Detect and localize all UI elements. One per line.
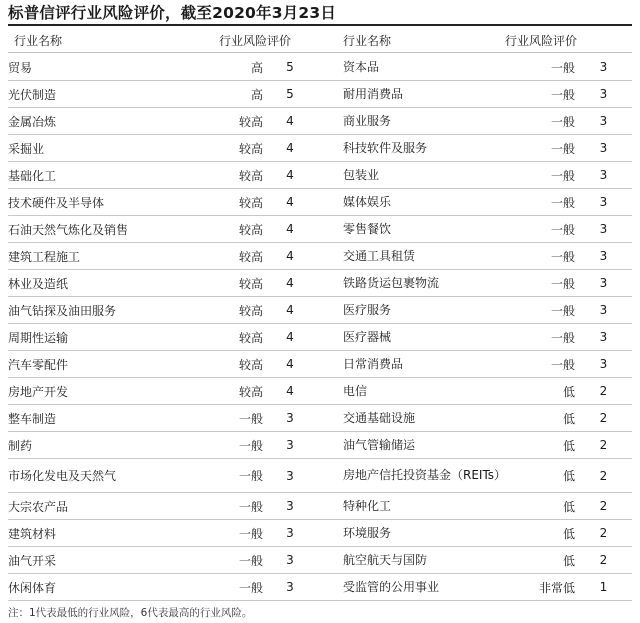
left-risk-score: 5 bbox=[263, 54, 317, 81]
header-rule bbox=[8, 52, 632, 53]
column-gap bbox=[317, 351, 343, 378]
left-risk-score: 3 bbox=[263, 493, 317, 520]
left-risk-score: 4 bbox=[263, 270, 317, 297]
right-risk-level: 一般 bbox=[513, 189, 575, 216]
right-risk-level: 一般 bbox=[513, 135, 575, 162]
right-industry-name: 医疗服务 bbox=[343, 297, 513, 324]
right-risk-level: 低 bbox=[513, 405, 575, 432]
left-risk-level: 高 bbox=[206, 54, 263, 81]
table-row bbox=[8, 297, 632, 324]
column-gap bbox=[317, 243, 343, 270]
left-industry-name: 采掘业 bbox=[8, 135, 206, 162]
left-risk-level: 较高 bbox=[206, 243, 263, 270]
right-risk-score: 2 bbox=[575, 547, 632, 574]
right-risk-score: 2 bbox=[575, 459, 632, 493]
right-industry-name: 资本品 bbox=[343, 54, 513, 81]
left-industry-name: 建筑材料 bbox=[8, 520, 206, 547]
right-industry-name: 包装业 bbox=[343, 162, 513, 189]
left-industry-name: 制药 bbox=[8, 432, 206, 459]
right-risk-score: 3 bbox=[575, 162, 632, 189]
right-risk-score: 3 bbox=[575, 216, 632, 243]
right-risk-score: 2 bbox=[575, 405, 632, 432]
right-risk-score: 2 bbox=[575, 378, 632, 405]
right-risk-level: 一般 bbox=[513, 216, 575, 243]
right-risk-level: 低 bbox=[513, 432, 575, 459]
right-risk-score: 3 bbox=[575, 351, 632, 378]
table-row bbox=[8, 520, 632, 547]
left-risk-score: 3 bbox=[263, 547, 317, 574]
table-row bbox=[8, 405, 632, 432]
column-gap bbox=[317, 162, 343, 189]
right-industry-name: 媒体娱乐 bbox=[343, 189, 513, 216]
right-industry-name: 电信 bbox=[343, 378, 513, 405]
right-risk-score: 3 bbox=[575, 135, 632, 162]
right-risk-score: 3 bbox=[575, 108, 632, 135]
left-risk-level: 一般 bbox=[206, 574, 263, 601]
right-risk-level: 一般 bbox=[513, 162, 575, 189]
right-industry-name: 特种化工 bbox=[343, 493, 513, 520]
left-industry-name: 油气开采 bbox=[8, 547, 206, 574]
column-gap bbox=[317, 520, 343, 547]
column-gap bbox=[317, 216, 343, 243]
right-industry-name: 环境服务 bbox=[343, 520, 513, 547]
left-risk-level: 较高 bbox=[206, 162, 263, 189]
left-risk-score: 4 bbox=[263, 135, 317, 162]
column-gap bbox=[317, 297, 343, 324]
table-row bbox=[8, 493, 632, 520]
footnote: 注：1代表最低的行业风险，6代表最高的行业风险。 bbox=[8, 607, 253, 619]
column-gap bbox=[317, 270, 343, 297]
left-risk-level: 高 bbox=[206, 81, 263, 108]
left-risk-level: 较高 bbox=[206, 135, 263, 162]
title-rule bbox=[8, 24, 632, 26]
table-row bbox=[8, 189, 632, 216]
left-risk-score: 3 bbox=[263, 520, 317, 547]
right-industry-name: 日常消费品 bbox=[343, 351, 513, 378]
column-gap bbox=[317, 493, 343, 520]
right-industry-name: 零售餐饮 bbox=[343, 216, 513, 243]
left-risk-score: 3 bbox=[263, 459, 317, 493]
left-risk-score: 4 bbox=[263, 108, 317, 135]
left-industry-name: 油气钻探及油田服务 bbox=[8, 297, 206, 324]
column-gap bbox=[317, 405, 343, 432]
left-industry-name: 周期性运输 bbox=[8, 324, 206, 351]
left-industry-name: 房地产开发 bbox=[8, 378, 206, 405]
left-risk-level: 一般 bbox=[206, 547, 263, 574]
left-industry-name: 汽车零配件 bbox=[8, 351, 206, 378]
table-row bbox=[8, 54, 632, 81]
left-industry-name: 休闲体育 bbox=[8, 574, 206, 601]
right-risk-score: 3 bbox=[575, 54, 632, 81]
header-risk-rating-right: 行业风险评价 bbox=[505, 34, 578, 48]
left-risk-score: 4 bbox=[263, 297, 317, 324]
left-industry-name: 建筑工程施工 bbox=[8, 243, 206, 270]
left-risk-level: 一般 bbox=[206, 493, 263, 520]
left-risk-level: 较高 bbox=[206, 378, 263, 405]
left-risk-level: 较高 bbox=[206, 297, 263, 324]
table-row bbox=[8, 574, 632, 601]
column-gap bbox=[317, 574, 343, 601]
left-risk-score: 4 bbox=[263, 351, 317, 378]
right-risk-level: 低 bbox=[513, 459, 575, 493]
right-risk-level: 一般 bbox=[513, 243, 575, 270]
table-row bbox=[8, 216, 632, 243]
left-industry-name: 金属冶炼 bbox=[8, 108, 206, 135]
column-gap bbox=[317, 108, 343, 135]
right-industry-name: 耐用消费品 bbox=[343, 81, 513, 108]
table-row bbox=[8, 135, 632, 162]
right-risk-score: 3 bbox=[575, 243, 632, 270]
left-industry-name: 市场化发电及天然气 bbox=[8, 459, 206, 493]
right-risk-level: 一般 bbox=[513, 270, 575, 297]
industry-risk-table bbox=[8, 54, 632, 601]
table-row bbox=[8, 459, 632, 493]
left-industry-name: 光伏制造 bbox=[8, 81, 206, 108]
table-row bbox=[8, 324, 632, 351]
left-risk-level: 一般 bbox=[206, 432, 263, 459]
left-risk-level: 一般 bbox=[206, 520, 263, 547]
right-risk-score: 3 bbox=[575, 270, 632, 297]
left-industry-name: 大宗农产品 bbox=[8, 493, 206, 520]
left-industry-name: 林业及造纸 bbox=[8, 270, 206, 297]
right-risk-level: 一般 bbox=[513, 297, 575, 324]
right-risk-level: 一般 bbox=[513, 351, 575, 378]
left-risk-score: 3 bbox=[263, 432, 317, 459]
right-industry-name: 受监管的公用事业 bbox=[343, 574, 513, 601]
right-risk-score: 3 bbox=[575, 189, 632, 216]
column-gap bbox=[317, 54, 343, 81]
column-gap bbox=[317, 378, 343, 405]
right-risk-level: 低 bbox=[513, 493, 575, 520]
table-row bbox=[8, 108, 632, 135]
left-risk-level: 一般 bbox=[206, 405, 263, 432]
left-risk-level: 较高 bbox=[206, 108, 263, 135]
right-industry-name: 医疗器械 bbox=[343, 324, 513, 351]
right-risk-level: 一般 bbox=[513, 81, 575, 108]
right-risk-score: 2 bbox=[575, 520, 632, 547]
right-industry-name: 交通工具租赁 bbox=[343, 243, 513, 270]
table-row bbox=[8, 81, 632, 108]
table-row bbox=[8, 243, 632, 270]
right-industry-name: 科技软件及服务 bbox=[343, 135, 513, 162]
left-risk-level: 较高 bbox=[206, 270, 263, 297]
right-industry-name: 交通基础设施 bbox=[343, 405, 513, 432]
left-industry-name: 石油天然气炼化及销售 bbox=[8, 216, 206, 243]
left-risk-score: 4 bbox=[263, 216, 317, 243]
left-risk-score: 4 bbox=[263, 162, 317, 189]
right-risk-score: 3 bbox=[575, 297, 632, 324]
table-row bbox=[8, 432, 632, 459]
right-risk-level: 低 bbox=[513, 547, 575, 574]
left-industry-name: 技术硬件及半导体 bbox=[8, 189, 206, 216]
right-risk-score: 3 bbox=[575, 324, 632, 351]
left-risk-level: 较高 bbox=[206, 324, 263, 351]
left-industry-name: 整车制造 bbox=[8, 405, 206, 432]
table-row bbox=[8, 162, 632, 189]
right-risk-level: 一般 bbox=[513, 54, 575, 81]
left-risk-score: 3 bbox=[263, 574, 317, 601]
column-gap bbox=[317, 135, 343, 162]
column-gap bbox=[317, 81, 343, 108]
column-gap bbox=[317, 324, 343, 351]
table-row bbox=[8, 378, 632, 405]
left-risk-level: 较高 bbox=[206, 189, 263, 216]
right-risk-score: 3 bbox=[575, 81, 632, 108]
left-risk-level: 较高 bbox=[206, 351, 263, 378]
left-risk-score: 4 bbox=[263, 243, 317, 270]
header-industry-name-left: 行业名称 bbox=[14, 34, 63, 48]
column-gap bbox=[317, 459, 343, 493]
right-industry-name: 房地产信托投资基金（REITs） bbox=[343, 459, 513, 493]
table-row bbox=[8, 547, 632, 574]
right-industry-name: 商业服务 bbox=[343, 108, 513, 135]
page-title: 标普信评行业风险评价，截至2020年3月23日 bbox=[8, 4, 337, 22]
left-risk-score: 3 bbox=[263, 405, 317, 432]
left-industry-name: 基础化工 bbox=[8, 162, 206, 189]
right-risk-score: 2 bbox=[575, 432, 632, 459]
left-risk-level: 一般 bbox=[206, 459, 263, 493]
right-risk-level: 一般 bbox=[513, 324, 575, 351]
left-industry-name: 贸易 bbox=[8, 54, 206, 81]
right-risk-score: 2 bbox=[575, 493, 632, 520]
left-risk-score: 4 bbox=[263, 378, 317, 405]
column-gap bbox=[317, 189, 343, 216]
table-row bbox=[8, 270, 632, 297]
table-row bbox=[8, 351, 632, 378]
left-risk-score: 4 bbox=[263, 324, 317, 351]
right-industry-name: 航空航天与国防 bbox=[343, 547, 513, 574]
right-risk-level: 一般 bbox=[513, 108, 575, 135]
left-risk-score: 5 bbox=[263, 81, 317, 108]
column-gap bbox=[317, 547, 343, 574]
right-industry-name: 油气管输储运 bbox=[343, 432, 513, 459]
right-risk-level: 低 bbox=[513, 520, 575, 547]
left-risk-score: 4 bbox=[263, 189, 317, 216]
header-risk-rating-left: 行业风险评价 bbox=[219, 34, 292, 48]
right-risk-score: 1 bbox=[575, 574, 632, 601]
right-industry-name: 铁路货运包裹物流 bbox=[343, 270, 513, 297]
right-risk-level: 非常低 bbox=[513, 574, 575, 601]
right-risk-level: 低 bbox=[513, 378, 575, 405]
column-gap bbox=[317, 432, 343, 459]
left-risk-level: 较高 bbox=[206, 216, 263, 243]
header-industry-name-right: 行业名称 bbox=[343, 34, 392, 48]
